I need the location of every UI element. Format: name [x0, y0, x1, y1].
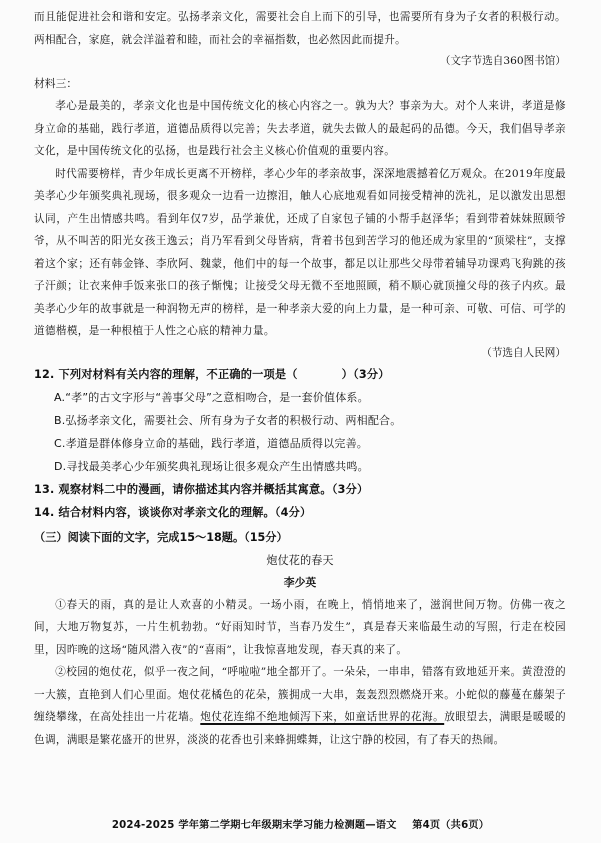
question-12-stem-prefix: 12. 下列对材料有关内容的理解，不正确的一项是（	[34, 367, 298, 381]
footer-page-number: 第4页（共6页）	[412, 820, 490, 831]
question-13	[34, 478, 566, 501]
material3-source: （节选自人民网）	[481, 346, 566, 359]
story-paragraph-2-part-2: 放眼望去，满眼是暖暖的色调，满眼是繁花盛开的世界，淡淡的花香也引来蜂拥蝶舞，让这宁静的校园，有了春天的热闹。	[34, 711, 566, 746]
question-12	[34, 363, 566, 386]
section-3-heading	[34, 526, 566, 550]
material3-label: 材料三：	[34, 77, 78, 90]
question-12-option-d: D.寻找最美孝心少年颁奖典礼现场让很多观众产生出情感共鸣。	[54, 459, 369, 473]
question-12-option-b: B.弘扬孝亲文化，需要社会、所有身为子女者的积极行动、两相配合。	[54, 413, 402, 427]
story-paragraph-1: ①春天的雨，真的是让人欢喜的小精灵。一场小雨，在晚上，悄悄地来了，滋润世间万物。仿佛一夜之间，大地万物复苏，一片生机勃勃。“好雨知时节，当春乃发生”，真是春天来临最生动的写照，行走在校园里，因昨晚的这场“随风潜入夜”的“喜雨”，让我惊喜地发现，春天真的来了。	[34, 598, 566, 656]
question-14	[34, 501, 566, 524]
story-paragraph-2-part-1: ②校园的炮仗花，似乎一夜之间，“呼啦啦”地全都开了。一朵朵，一串串，错落有致地延开来。黄澄澄的一大簇，直艳到人们心里面。炮仗花橘色的花朵，簇拥成一大串，轰轰烈烈燃烧开来。小蛇似的藤蔓在藤架子缠绕攀缘，在高处挂出一片花墙。	[34, 666, 566, 723]
question-12-stem-suffix: ）（3分）	[341, 367, 390, 381]
story-title: 炮仗花的春天	[266, 553, 334, 567]
page-footer	[0, 816, 601, 831]
material3-paragraph-2: 时代需要榜样，青少年成长更离不开榜样，孝心少年的孝亲故事，深深地震撼着亿万观众。在2019年度最美孝心少年颁奖典礼现场，很多观众一边看一边擦泪，触人心底地观看如同接受精神的洗礼，足以激发出思想认同，产生出情感共鸣。看到年仅7岁，品学兼优，还成了自家包子铺的小帮手赵泽华；看到带着妹妹照顾爷爷，从不叫苦的阳光女孩王逸云；肖乃军看到父母皆病，背着书包到苦学习的他还成为家里的“顶梁柱”，支撑着这个家；还有韩金锋、李欣阿、魏蒙，他们中的每一个故事，都足以让那些父母带着辅导功课鸡飞狗跳的孩子汗颜；让衣来伸手饭来张口的孩子惭愧；让接受父母无微不至地照顾，稍不顺心就顶撞父母的孩子内疚。最美孝心少年的故事就是一种润物无声的榜样，是一种孝亲大爱的向上力量，是一种可亲、可敬、可信、可学的道德楷模，是一种根植于人性之心底的精神力量。	[34, 167, 566, 337]
question-13-text: 13. 观察材料二中的漫画，请你描述其内容并概括其寓意。（3分）	[34, 482, 369, 496]
story-author: 李少英	[283, 575, 317, 589]
question-14-text: 14. 结合材料内容，谈谈你对孝亲文化的理解。（4分）	[34, 505, 312, 519]
question-12-option-c: C.孝道是群体修身立命的基础，践行孝道，道德品质得以完善。	[54, 436, 368, 450]
story-paragraph-2-underlined-sentence: 炮仗花连绵不绝地倾泻下来，如童话世界的花海。	[200, 711, 445, 723]
footer-exam-title: 2024-2025 学年第二学期七年级期末学习能力检测题—语文	[111, 820, 397, 831]
passage-top-text: 而且能促进社会和谐和安定。弘扬孝亲文化，需要社会自上而下的引导，也需要所有身为子女者的积极行动。两相配合，家庭，就会洋溢着和睦，而社会的幸福指数，也必然因此而提升。	[34, 11, 566, 46]
question-12-option-a: A.“孝”的古文字形与“善事父母”之意相吻合，是一套价值体系。	[54, 390, 369, 404]
story-paragraph-2	[34, 661, 566, 751]
material3-paragraph-1: 孝心是最美的，孝亲文化也是中国传统文化的核心内容之一。孰为大？事亲为大。对个人来讲，孝道是修身立命的基础，践行孝道，道德品质得以完善；失去孝道，就失去做人的最起码的品德。今天，我们倡导孝亲文化，是中国传统文化的弘扬，也是践行社会主义核心价值观的重要内容。	[34, 100, 566, 157]
page-content	[34, 6, 566, 751]
passage-top-source: （文字节选自360图书馆）	[439, 55, 566, 67]
section-3-heading-text: （三）阅读下面的文字，完成15～18题。（15分）	[34, 530, 288, 544]
